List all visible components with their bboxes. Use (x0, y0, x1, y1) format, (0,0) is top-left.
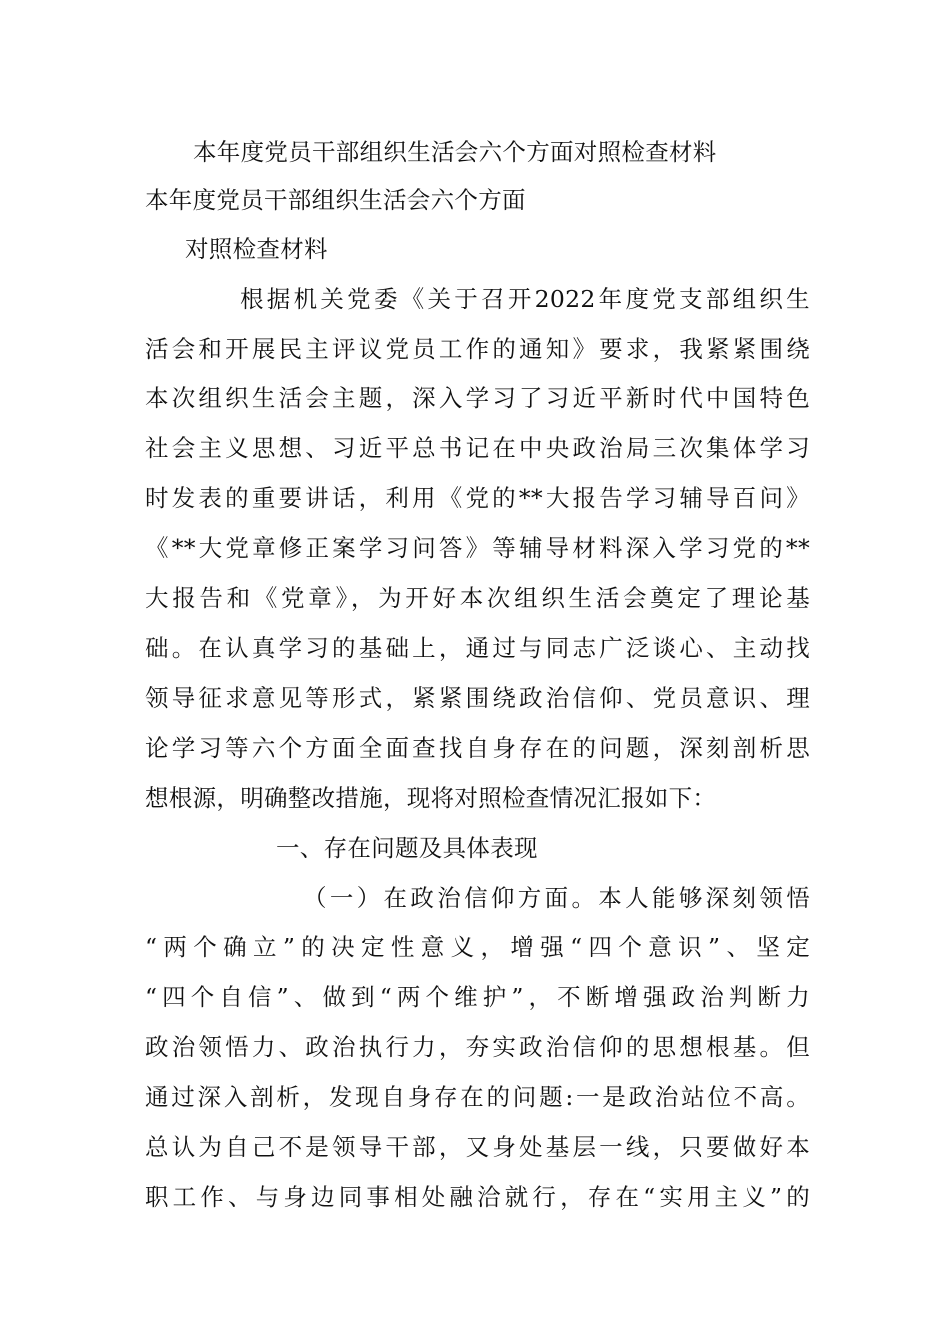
intro-paragraph-line: 活会和开展民主评议党员工作的通知》要求，我紧紧围绕 (145, 335, 810, 363)
document-subtitle-line-2: 对照检查材料 (185, 235, 328, 263)
intro-paragraph-line: 大报告和《党章》，为开好本次组织生活会奠定了理论基 (145, 584, 810, 612)
section-heading: 一、存在问题及具体表现 (276, 834, 538, 862)
section-paragraph-line: 职工作、与身边同事相处融洽就行，存在“实用主义”的 (145, 1183, 810, 1211)
intro-paragraph-line: 想根源，明确整改措施，现将对照检查情况汇报如下： (145, 784, 717, 812)
document-title: 本年度党员干部组织生活会六个方面对照检查材料 (193, 138, 717, 166)
section-paragraph-line: “两个确立”的决定性意义，增强“四个意识”、坚定 (145, 933, 810, 961)
intro-paragraph-line: 社会主义思想、习近平总书记在中央政治局三次集体学习 (145, 434, 810, 462)
intro-paragraph-line: 时发表的重要讲话，利用《党的**大报告学习辅导百问》 (145, 484, 810, 512)
intro-paragraph-line: 础。在认真学习的基础上，通过与同志广泛谈心、主动找 (145, 634, 810, 662)
intro-paragraph-line: 本次组织生活会主题，深入学习了习近平新时代中国特色 (145, 384, 810, 412)
section-paragraph-line: （一）在政治信仰方面。本人能够深刻领悟 (303, 884, 810, 912)
document-subtitle-line-1: 本年度党员干部组织生活会六个方面 (145, 186, 526, 214)
intro-paragraph-line: 根据机关党委《关于召开2022年度党支部组织生 (240, 285, 810, 313)
section-paragraph-line: 总认为自己不是领导干部，又身处基层一线，只要做好本 (145, 1133, 810, 1161)
section-paragraph-line: “四个自信”、做到“两个维护”，不断增强政治判断力 (145, 983, 810, 1011)
intro-paragraph-line: 论学习等六个方面全面查找自身存在的问题，深刻剖析思 (145, 734, 810, 762)
intro-paragraph-line: 领导征求意见等形式，紧紧围绕政治信仰、党员意识、理 (145, 684, 810, 712)
intro-paragraph-line: 《**大党章修正案学习问答》等辅导材料深入学习党的** (145, 534, 810, 562)
section-paragraph-line: 政治领悟力、政治执行力，夯实政治信仰的思想根基。但 (145, 1033, 810, 1061)
section-paragraph-line: 通过深入剖析，发现自身存在的问题:一是政治站位不高。 (145, 1083, 810, 1111)
